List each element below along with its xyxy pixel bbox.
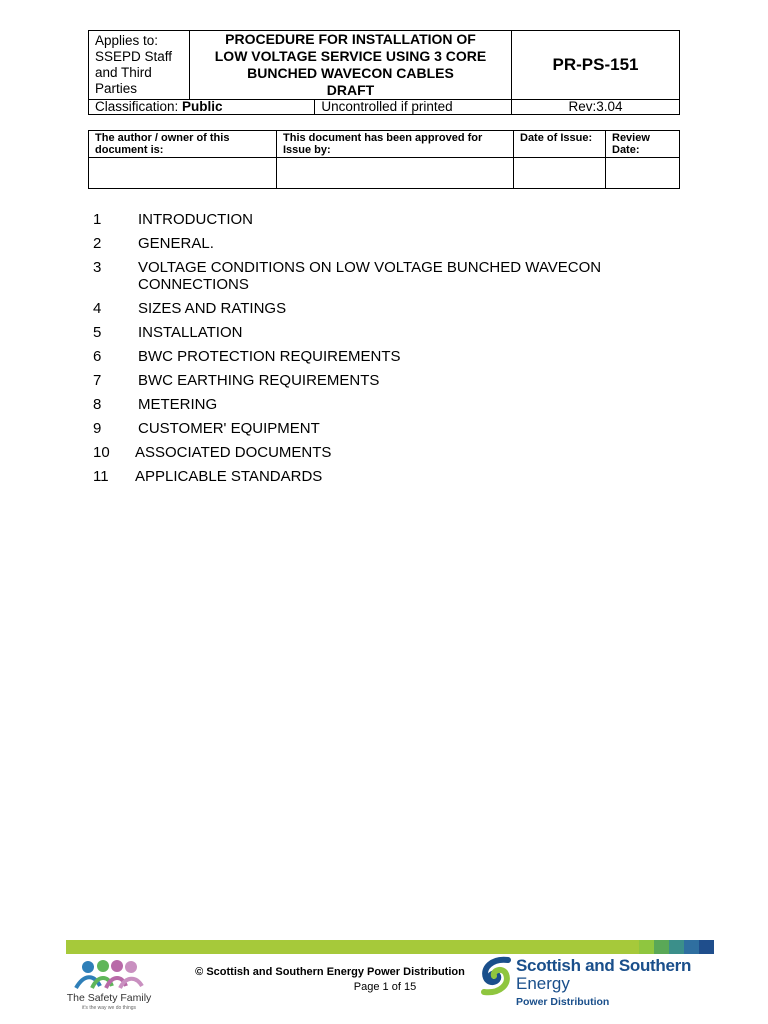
classification-value: Public bbox=[182, 99, 223, 114]
toc-number: 6 bbox=[93, 348, 102, 365]
brand-line-2: Energy bbox=[516, 974, 570, 993]
copyright: © Scottish and Southern Energy Power Distribution bbox=[195, 966, 465, 978]
page-number: Page 1 of 15 bbox=[353, 981, 417, 993]
revision: Rev:3.04 bbox=[512, 100, 680, 115]
brand-line-1: Scottish and Southern bbox=[516, 956, 692, 975]
review-date-value bbox=[606, 158, 680, 189]
title-line: DRAFT bbox=[326, 82, 375, 98]
toc-item[interactable] bbox=[93, 420, 653, 437]
document-title bbox=[190, 31, 512, 100]
toc-item[interactable] bbox=[93, 211, 653, 228]
header-table bbox=[88, 30, 680, 115]
band-segment bbox=[669, 940, 684, 954]
toc-title: INSTALLATION bbox=[138, 324, 243, 341]
toc-item[interactable] bbox=[93, 468, 653, 485]
document-id: PR-PS-151 bbox=[512, 31, 680, 100]
toc-number: 9 bbox=[93, 420, 102, 437]
safety-family-tagline: it's the way we do things bbox=[81, 1005, 137, 1011]
authority-table bbox=[88, 130, 680, 189]
table-of-contents bbox=[93, 211, 653, 492]
classification-label: Classification: bbox=[95, 99, 179, 114]
band-segment bbox=[654, 940, 669, 954]
title-line: BUNCHED WAVECON CABLES bbox=[247, 65, 454, 81]
toc-item[interactable] bbox=[93, 259, 653, 293]
title-line: LOW VOLTAGE SERVICE USING 3 CORE bbox=[214, 48, 487, 64]
toc-number: 7 bbox=[93, 372, 102, 389]
band-segment bbox=[66, 940, 639, 954]
safety-family-logo bbox=[66, 958, 152, 1014]
approved-value bbox=[277, 158, 514, 189]
issue-date-value bbox=[514, 158, 606, 189]
toc-item[interactable] bbox=[93, 324, 653, 341]
toc-title: METERING bbox=[138, 396, 218, 413]
band-segment bbox=[639, 940, 654, 954]
toc-item[interactable] bbox=[93, 444, 653, 461]
toc-number: 10 bbox=[93, 444, 110, 461]
sse-logo bbox=[478, 954, 714, 1012]
footer-color-band bbox=[66, 940, 714, 954]
toc-title: INTRODUCTION bbox=[138, 211, 253, 228]
toc-item[interactable] bbox=[93, 235, 653, 252]
toc-item[interactable] bbox=[93, 396, 653, 413]
title-line: PROCEDURE FOR INSTALLATION OF bbox=[225, 31, 476, 47]
toc-title: ASSOCIATED DOCUMENTS bbox=[135, 444, 332, 461]
toc-number: 3 bbox=[93, 259, 102, 276]
toc-number: 2 bbox=[93, 235, 102, 252]
toc-title: BWC PROTECTION REQUIREMENTS bbox=[138, 348, 401, 365]
classification bbox=[89, 100, 315, 115]
toc-title: SIZES AND RATINGS bbox=[138, 300, 287, 317]
issue-date-label: Date of Issue: bbox=[514, 131, 606, 158]
band-segment bbox=[684, 940, 699, 954]
author-value bbox=[89, 158, 277, 189]
sse-swirl-icon bbox=[478, 956, 514, 996]
uncontrolled-note: Uncontrolled if printed bbox=[315, 100, 512, 115]
author-label: The author / owner of this document is: bbox=[89, 131, 277, 158]
toc-number: 8 bbox=[93, 396, 102, 413]
toc-item[interactable] bbox=[93, 300, 653, 317]
toc-title: CUSTOMER' EQUIPMENT bbox=[138, 420, 320, 437]
toc-title: BWC EARTHING REQUIREMENTS bbox=[138, 372, 380, 389]
toc-number: 1 bbox=[93, 211, 102, 228]
toc-item[interactable] bbox=[93, 372, 653, 389]
toc-number: 11 bbox=[93, 468, 109, 485]
toc-title: APPLICABLE STANDARDS bbox=[135, 468, 323, 485]
approved-label: This document has been approved for Issue by: bbox=[277, 131, 514, 158]
applies-to: Applies to: SSEPD Staff and Third Parties bbox=[89, 31, 190, 100]
safety-family-icon bbox=[66, 958, 152, 992]
toc-item[interactable] bbox=[93, 348, 653, 365]
toc-title: GENERAL. bbox=[138, 235, 214, 252]
toc-title: VOLTAGE CONDITIONS ON LOW VOLTAGE BUNCHED WAVECON CONNECTIONS bbox=[138, 259, 602, 293]
toc-number: 4 bbox=[93, 300, 102, 317]
safety-family-title: The Safety Family bbox=[66, 992, 152, 1004]
band-segment bbox=[699, 940, 714, 954]
review-date-label: Review Date: bbox=[606, 131, 680, 158]
toc-number: 5 bbox=[93, 324, 102, 341]
brand-line-3: Power Distribution bbox=[516, 996, 610, 1008]
